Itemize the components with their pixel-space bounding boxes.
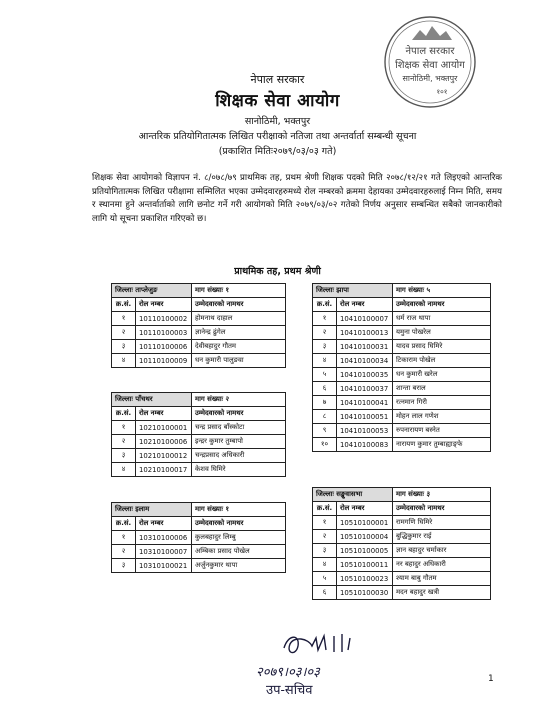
row-sn: ८ <box>313 410 337 424</box>
row-name: ज्ञान बहादुर चर्माकार <box>393 544 491 558</box>
row-roll: 10110100003 <box>136 326 192 340</box>
row-name: नर बहादुर अधिकारी <box>393 558 491 572</box>
table-row <box>112 340 286 354</box>
row-name: रत्नमान गिरी <box>393 396 491 410</box>
seal-line3: सानोठिमी, भक्तपुर <box>402 74 458 83</box>
table-row <box>313 354 491 368</box>
table-row <box>313 410 491 424</box>
row-name: धन कुमारी पालुङवा <box>192 354 286 368</box>
row-sn: ३ <box>112 340 136 354</box>
row-name: चन्द्र प्रसाद बाँस्कोटा <box>192 421 286 435</box>
row-name: इन्द्रर कुमार तुम्बापो <box>192 435 286 449</box>
row-sn: ६ <box>313 382 337 396</box>
row-sn: २ <box>112 435 136 449</box>
row-roll: 10410100037 <box>337 382 393 396</box>
row-name: मोहन लाल गणेश <box>393 410 491 424</box>
table-row <box>112 435 286 449</box>
district-label: जिल्लाः पाँचथर <box>112 393 192 407</box>
district-label: जिल्लाः ताप्लेजुङ <box>112 284 192 298</box>
row-sn: १ <box>112 531 136 545</box>
col-roll: रोल नम्बर <box>136 298 192 312</box>
district-label: जिल्लाः इलाम <box>112 503 192 517</box>
row-roll: 10510100001 <box>337 516 393 530</box>
row-roll: 10210100001 <box>136 421 192 435</box>
row-name: रुपनारायण बस्नेत <box>393 424 491 438</box>
table-row <box>112 421 286 435</box>
page-number: 1 <box>488 674 494 684</box>
commission-address: सानोठिमी, भक्तपुर <box>244 116 311 127</box>
district-table-sankhuwasabha <box>312 487 491 600</box>
demand-label: माग संख्याः १ <box>192 284 286 298</box>
table-row <box>313 438 491 452</box>
district-table-jhapa <box>312 283 491 452</box>
row-sn: १० <box>313 438 337 452</box>
demand-label: माग संख्याः ५ <box>393 284 491 298</box>
row-sn: १ <box>313 516 337 530</box>
row-roll: 10510100004 <box>337 530 393 544</box>
row-roll: 10210100006 <box>136 435 192 449</box>
row-sn: ९ <box>313 424 337 438</box>
col-roll: रोल नम्बर <box>337 502 393 516</box>
row-roll: 10410100031 <box>337 340 393 354</box>
row-sn: १ <box>112 421 136 435</box>
row-sn: २ <box>313 326 337 340</box>
table-row <box>112 354 286 368</box>
row-sn: १ <box>112 312 136 326</box>
seal-line1: नेपाल सरकार <box>405 46 455 57</box>
row-sn: ५ <box>313 368 337 382</box>
row-name: रामगणि घिमिरे <box>393 516 491 530</box>
table-row <box>112 463 286 477</box>
seal-code: १०१ <box>436 88 448 96</box>
seal-line2: शिक्षक सेवा आयोग <box>395 60 465 71</box>
row-sn: ७ <box>313 396 337 410</box>
published-date: (प्रकाशित मितिः२०७९/०३/०३ गते) <box>218 146 337 157</box>
signature-date: २०७९।०३।०३ <box>256 665 320 680</box>
row-sn: ३ <box>313 340 337 354</box>
row-sn: ४ <box>112 463 136 477</box>
col-name: उम्मेदवारको नामथर <box>192 407 286 421</box>
notice-body: शिक्षक सेवा आयोगको विज्ञापन नं. ८/०७८/७९ प्राथमिक तह, प्रथम श्रेणी शिक्षक पदको मिति २०७८/१२/२१ गते लिइएको आन्तरिक प्रतियोगितात्मक लिखित परीक्षामा सम्मिलित भएका उम्मेदवारहरुमध्ये रोल नम्बरको क्रममा देहायका उम्मेदवारहरुलाई निम्न मिति, समय र स्थानमा हुने अन्तर्वार्ताको लागि छनोट गर्ने गरी आयोगको मिति २०७९/०३/०२ गतेको निर्णय अनुसार सम्बन्धित सबैको जानकारीको लागि यो सूचना प्रकाशित गरिएको छ। <box>92 173 502 224</box>
district-table-ilam <box>111 502 286 573</box>
row-name: यमुना पोखरेल <box>393 326 491 340</box>
notice-title: आन्तरिक प्रतियोगितात्मक लिखित परीक्षाको नतिजा तथा अन्तर्वार्ता सम्बन्धी सूचना <box>138 131 417 142</box>
table-row <box>112 449 286 463</box>
signatory-title: उप-सचिव <box>266 683 313 698</box>
demand-label: माग संख्याः २ <box>192 393 286 407</box>
table-row <box>313 424 491 438</box>
row-roll: 10110100006 <box>136 340 192 354</box>
row-sn: ३ <box>112 559 136 573</box>
table-row <box>313 572 491 586</box>
col-name: उम्मेदवारको नामथर <box>192 517 286 531</box>
row-roll: 10510100023 <box>337 572 393 586</box>
col-roll: रोल नम्बर <box>337 298 393 312</box>
district-label: जिल्लाः झापा <box>313 284 393 298</box>
col-name: उम्मेदवारको नामथर <box>393 502 491 516</box>
row-name: बुद्धिकुमार राई <box>393 530 491 544</box>
col-roll: रोल नम्बर <box>136 407 192 421</box>
col-roll: रोल नम्बर <box>136 517 192 531</box>
row-roll: 10410100013 <box>337 326 393 340</box>
row-sn: ६ <box>313 586 337 600</box>
table-row <box>313 326 491 340</box>
district-label: जिल्लाः सङ्खुवासभा <box>313 488 393 502</box>
row-roll: 10110100009 <box>136 354 192 368</box>
row-roll: 10410100034 <box>337 354 393 368</box>
table-row <box>313 516 491 530</box>
signature-scribble-icon <box>278 628 388 662</box>
district-table-taplejung <box>111 283 286 368</box>
row-name: धन कुमारी खरेल <box>393 368 491 382</box>
government-name: नेपाल सरकार <box>250 73 305 86</box>
row-name: शान्ता बराल <box>393 382 491 396</box>
table-row <box>313 382 491 396</box>
table-row <box>112 312 286 326</box>
table-row <box>313 340 491 354</box>
table-row <box>313 558 491 572</box>
row-sn: १ <box>313 312 337 326</box>
row-roll: 10410100053 <box>337 424 393 438</box>
table-row <box>313 586 491 600</box>
row-sn: २ <box>313 530 337 544</box>
commission-name: शिक्षक सेवा आयोग <box>215 91 340 111</box>
row-roll: 10410100035 <box>337 368 393 382</box>
table-row <box>112 559 286 573</box>
demand-label: माग संख्याः ३ <box>393 488 491 502</box>
col-name: उम्मेदवारको नामथर <box>192 298 286 312</box>
row-roll: 10310100006 <box>136 531 192 545</box>
col-name: उम्मेदवारको नामथर <box>393 298 491 312</box>
table-row <box>313 368 491 382</box>
col-sn: क्र.सं. <box>313 298 337 312</box>
row-name: यादव प्रसाद घिमिरे <box>393 340 491 354</box>
row-name: अम्बिका प्रसाद पोखेल <box>192 545 286 559</box>
row-sn: ४ <box>112 354 136 368</box>
row-name: टिकाराम पोखेल <box>393 354 491 368</box>
row-name: अर्जुनकुमार थापा <box>192 559 286 573</box>
row-sn: २ <box>112 326 136 340</box>
district-table-panchthar <box>111 392 286 477</box>
row-name: श्याम बाबु गौतम <box>393 572 491 586</box>
row-sn: २ <box>112 545 136 559</box>
col-sn: क्र.सं. <box>112 298 136 312</box>
row-name: होमनाथ दाहाल <box>192 312 286 326</box>
table-row <box>112 545 286 559</box>
row-name: मदन बहादुर खत्री <box>393 586 491 600</box>
row-name: केशव घिमिरे <box>192 463 286 477</box>
table-row <box>313 544 491 558</box>
table-row <box>112 531 286 545</box>
row-name: नारायण कुमार तुम्बाह्याङ्फे <box>393 438 491 452</box>
row-name: कुलबहादुर लिम्बु <box>192 531 286 545</box>
table-row <box>313 312 491 326</box>
table-row <box>112 326 286 340</box>
col-sn: क्र.सं. <box>112 517 136 531</box>
row-roll: 10410100007 <box>337 312 393 326</box>
row-roll: 10110100002 <box>136 312 192 326</box>
row-sn: ३ <box>313 544 337 558</box>
row-roll: 10510100011 <box>337 558 393 572</box>
row-roll: 10310100021 <box>136 559 192 573</box>
row-name: धर्म राज थापा <box>393 312 491 326</box>
table-row <box>313 396 491 410</box>
demand-label: माग संख्याः १ <box>192 503 286 517</box>
col-sn: क्र.सं. <box>313 502 337 516</box>
row-name: देवीबहादुर गौतम <box>192 340 286 354</box>
row-name: ज्ञानेन्द्र ढुंगेल <box>192 326 286 340</box>
table-row <box>313 530 491 544</box>
row-roll: 10410100083 <box>337 438 393 452</box>
col-sn: क्र.सं. <box>112 407 136 421</box>
row-roll: 10210100012 <box>136 449 192 463</box>
row-roll: 10510100030 <box>337 586 393 600</box>
row-sn: ३ <box>112 449 136 463</box>
section-title: प्राथमिक तह, प्रथम श्रेणी <box>234 266 321 277</box>
row-sn: ४ <box>313 354 337 368</box>
row-sn: ४ <box>313 558 337 572</box>
row-sn: ५ <box>313 572 337 586</box>
row-name: चन्द्रप्रसाद अधिकारी <box>192 449 286 463</box>
row-roll: 10510100005 <box>337 544 393 558</box>
row-roll: 10410100051 <box>337 410 393 424</box>
row-roll: 10410100041 <box>337 396 393 410</box>
row-roll: 10210100017 <box>136 463 192 477</box>
row-roll: 10310100007 <box>136 545 192 559</box>
